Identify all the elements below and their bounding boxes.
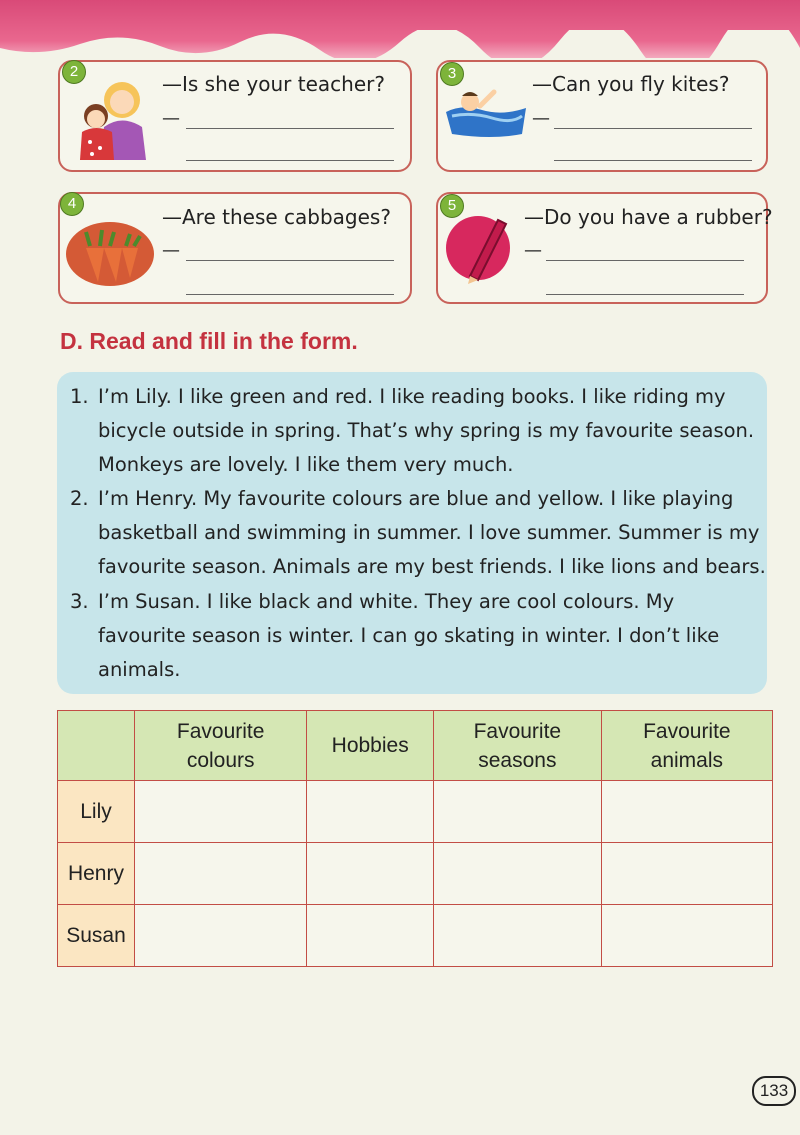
carrots-picture: [64, 212, 156, 290]
form-row-label: Susan: [58, 905, 135, 967]
form-cell[interactable]: [601, 905, 772, 967]
paragraph-line: favourite season is winter. I can go skating in winter. I don’t like: [98, 624, 720, 647]
paragraph-line: animals.: [98, 658, 181, 681]
form-header-seasons: Favourite seasons: [433, 711, 601, 781]
form-cell[interactable]: [601, 781, 772, 843]
form-cell[interactable]: [601, 843, 772, 905]
form-cell[interactable]: [134, 781, 306, 843]
teacher-and-child-picture: [70, 72, 150, 162]
form-row-label: Henry: [58, 843, 135, 905]
swimming-boy-picture: [442, 82, 528, 142]
paragraph-line: Monkeys are lovely. I like them very much.: [98, 453, 514, 476]
form-header-colours: Favourite colours: [134, 711, 306, 781]
question-number-5: 5: [440, 194, 464, 218]
answer-line-2a[interactable]: [186, 128, 394, 129]
answer-dash-5: —: [524, 240, 542, 261]
form-header-row: [58, 711, 773, 781]
form-cell[interactable]: [307, 905, 434, 967]
paragraph-line: I’m Susan. I like black and white. They are cool colours. My: [98, 590, 675, 613]
paragraph-line: favourite season. Animals are my best friends. I like lions and bears.: [98, 555, 766, 578]
form-header-hobbies: Hobbies: [307, 711, 434, 781]
pencil-picture: [442, 206, 522, 286]
question-number-2: 2: [62, 60, 86, 84]
answer-line-2b[interactable]: [186, 160, 394, 161]
form-cell[interactable]: [433, 843, 601, 905]
form-cell[interactable]: [433, 781, 601, 843]
answer-line-5a[interactable]: [546, 260, 744, 261]
form-row-susan: [58, 905, 773, 967]
answer-line-4a[interactable]: [186, 260, 394, 261]
question-text-5: —Do you have a rubber?: [524, 205, 773, 229]
paragraph-line: I’m Lily. I like green and red. I like reading books. I like riding my: [98, 385, 726, 408]
paragraph-number: 3.: [70, 590, 89, 613]
question-text-2: —Is she your teacher?: [162, 72, 385, 96]
question-text-4: —Are these cabbages?: [162, 205, 391, 229]
question-number-3: 3: [440, 62, 464, 86]
form-cell[interactable]: [307, 843, 434, 905]
question-text-3: —Can you fly kites?: [532, 72, 730, 96]
paragraph-line: I’m Henry. My favourite colours are blue and yellow. I like playing: [98, 487, 734, 510]
form-cell[interactable]: [307, 781, 434, 843]
form-header-animals: Favourite animals: [601, 711, 772, 781]
answer-line-3b[interactable]: [554, 160, 752, 161]
answer-dash-3: —: [532, 108, 550, 129]
paragraph-number: 1.: [70, 385, 89, 408]
form-row-label: Lily: [58, 781, 135, 843]
form-cell[interactable]: [134, 843, 306, 905]
fill-in-form: [57, 710, 773, 967]
form-corner-cell: [58, 711, 135, 781]
page-number: 133: [752, 1076, 796, 1106]
form-row-lily: [58, 781, 773, 843]
paragraph-number: 2.: [70, 487, 89, 510]
answer-line-4b[interactable]: [186, 294, 394, 295]
question-number-4: 4: [60, 192, 84, 216]
paragraph-line: bicycle outside in spring. That’s why spring is my favourite season.: [98, 419, 755, 442]
answer-dash-4: —: [162, 240, 180, 261]
answer-dash-2: —: [162, 108, 180, 129]
form-cell[interactable]: [134, 905, 306, 967]
section-title: D. Read and fill in the form.: [60, 328, 358, 354]
form-row-henry: [58, 843, 773, 905]
answer-line-3a[interactable]: [554, 128, 752, 129]
answer-line-5b[interactable]: [546, 294, 744, 295]
page-header-band: [0, 0, 800, 58]
form-cell[interactable]: [433, 905, 601, 967]
paragraph-line: basketball and swimming in summer. I love summer. Summer is my: [98, 521, 760, 544]
